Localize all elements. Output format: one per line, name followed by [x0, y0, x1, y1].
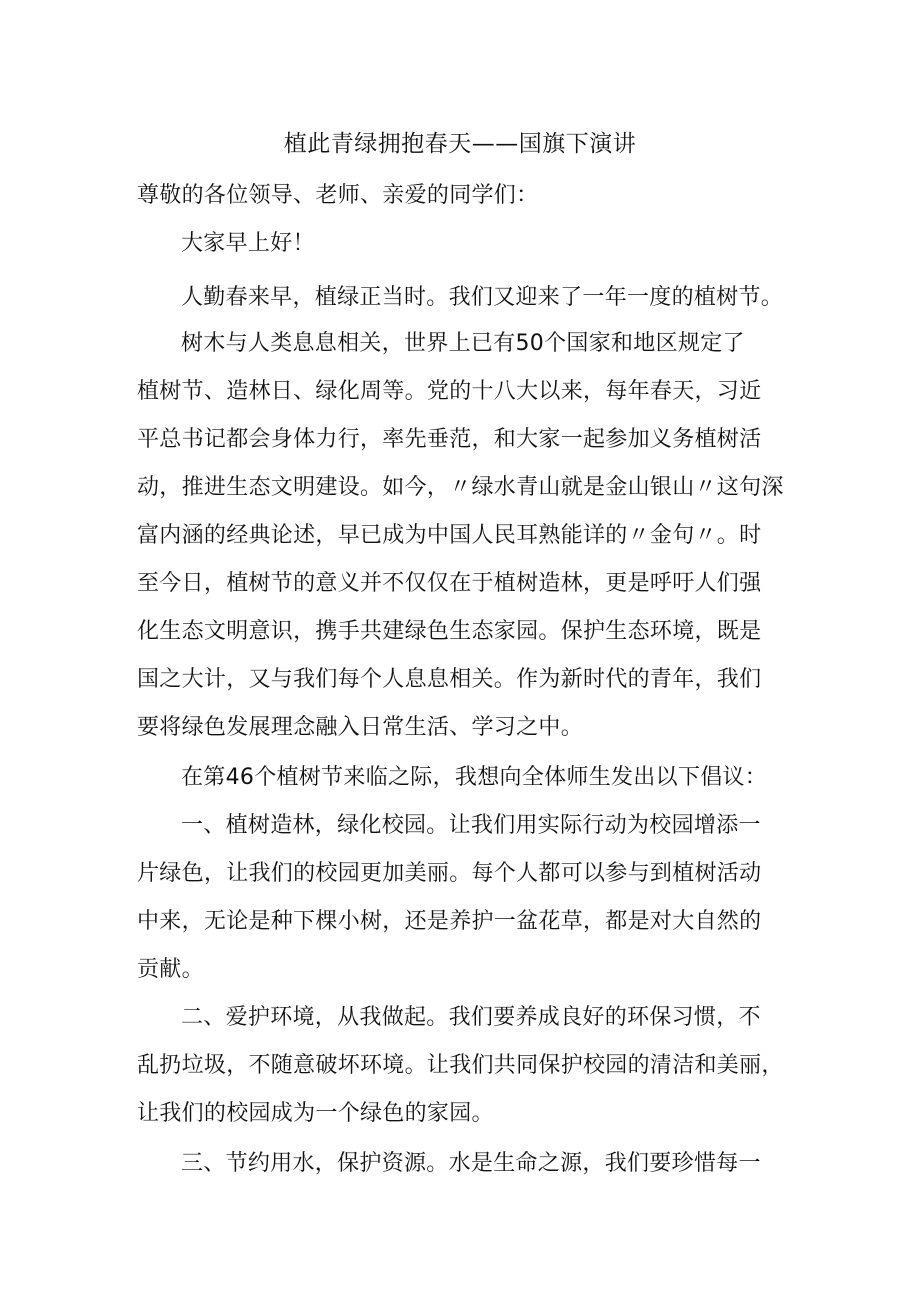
paragraph-line: 人勤春来早，植绿正当时。我们又迎来了一年一度的植树节。 — [181, 285, 784, 310]
paragraph-line: 让我们的校园成为一个绿色的家园。 — [137, 1101, 494, 1126]
paragraph-line: 植树节、造林日、绿化周等。党的十八大以来，每年春天，习近 — [137, 379, 762, 404]
paragraph-line: 片绿色，让我们的校园更加美丽。每个人都可以参与到植树活动 — [137, 861, 762, 886]
paragraph-line: 要将绿色发展理念融入日常生活、学习之中。 — [137, 715, 584, 740]
document-title: 植此青绿拥抱春天——国旗下演讲 — [283, 131, 637, 157]
paragraph-line: 在第46个植树节来临之际，我想向全体师生发出以下倡议： — [181, 765, 768, 790]
paragraph-line: 中来，无论是种下棵小树，还是养护一盆花草，都是对大自然的 — [137, 909, 762, 934]
paragraph-line: 平总书记都会身体力行，率先垂范，和大家一起参加义务植树活 — [137, 427, 762, 452]
salutation-line: 尊敬的各位领导、老师、亲爱的同学们： — [137, 183, 539, 208]
paragraph-line: 国之大计，又与我们每个人息息相关。作为新时代的青年，我们 — [137, 667, 762, 692]
paragraph-line: 二、爱护环境，从我做起。我们要养成良好的环保习惯，不 — [181, 1005, 761, 1030]
greeting-line: 大家早上好！ — [181, 231, 315, 256]
paragraph-line: 动，推进生态文明建设。如今，〃绿水青山就是金山银山〃这句深 — [137, 475, 784, 500]
paragraph-line: 富内涵的经典论述，早已成为中国人民耳熟能详的〃金句〃。时 — [137, 523, 762, 548]
paragraph-line: 树木与人类息息相关，世界上已有50个国家和地区规定了 — [181, 331, 745, 356]
paragraph-line: 化生态文明意识，携手共建绿色生态家园。保护生态环境，既是 — [137, 619, 762, 644]
paragraph-line: 一、植树造林，绿化校园。让我们用实际行动为校园增添一 — [181, 813, 761, 838]
paragraph-line: 三、节约用水，保护资源。水是生命之源，我们要珍惜每一 — [181, 1151, 761, 1176]
paragraph-line: 至今日，植树节的意义并不仅仅在于植树造林，更是呼吁人们强 — [137, 571, 762, 596]
paragraph-line: 乱扔垃圾，不随意破坏环境。让我们共同保护校园的清洁和美丽， — [137, 1053, 784, 1078]
paragraph-line: 贡献。 — [137, 957, 204, 982]
